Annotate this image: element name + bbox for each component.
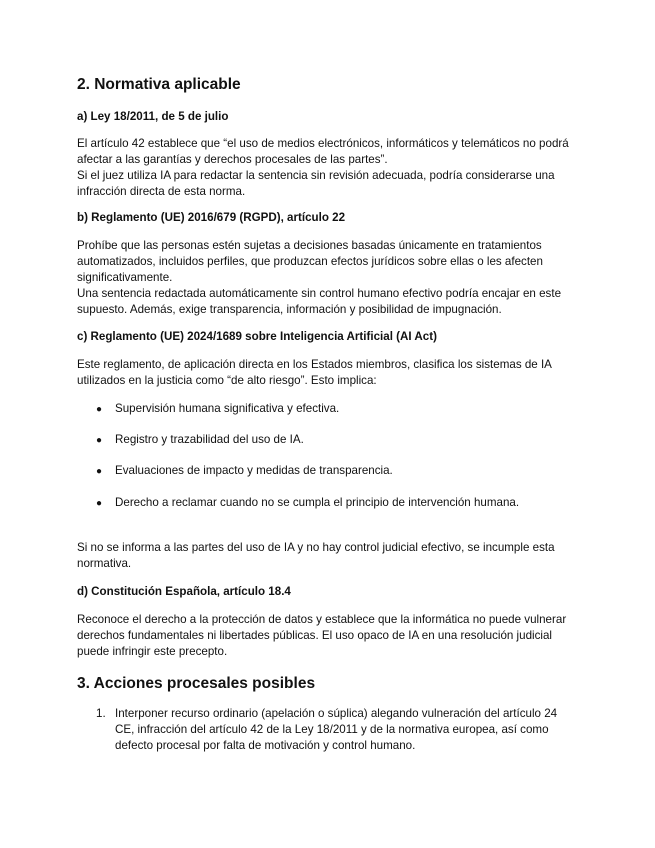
- text-line: Una sentencia redactada automáticamente sin control humano efectivo podría encajar en este: [77, 287, 562, 300]
- text-line: CE, infracción del artículo 42 de la Ley 18/2011 y de la normativa europea, así como: [115, 723, 549, 736]
- list-item-text: Derecho a reclamar cuando no se cumpla el principio de intervención humana.: [115, 496, 520, 509]
- text-line: Si el juez utiliza IA para redactar la sentencia sin revisión adecuada, podría considerarse una: [77, 169, 555, 182]
- text-line: El artículo 42 establece que “el uso de medios electrónicos, informáticos y telemáticos no podrá: [77, 137, 569, 150]
- bullet-icon: ●: [96, 435, 103, 446]
- text-line: supuesto. Además, exige transparencia, información y posibilidad de impugnación.: [77, 303, 502, 316]
- subsection-c-intro: [77, 357, 582, 389]
- subsection-c-heading: c) Reglamento (UE) 2024/1689 sobre Inteligencia Artificial (AI Act): [77, 330, 437, 343]
- subsection-c-closing: [77, 540, 582, 572]
- text-line: derechos fundamentales ni libertades públicas. El uso opaco de IA en una resolución judicial: [77, 629, 553, 642]
- subsection-b-paragraph: [77, 238, 582, 318]
- text-line: Prohíbe que las personas estén sujetas a decisiones basadas únicamente en tratamientos: [77, 239, 542, 252]
- text-line: Este reglamento, de aplicación directa en los Estados miembros, clasifica los sistemas de IA: [77, 358, 552, 371]
- subsection-a-heading: a) Ley 18/2011, de 5 de julio: [77, 110, 229, 123]
- list-item-text: [115, 706, 585, 754]
- section-3-title: 3. Acciones procesales posibles: [77, 675, 316, 692]
- text-line: automatizados, incluidos perfiles, que produzcan efectos jurídicos sobre ellas o les afecten: [77, 255, 543, 268]
- list-item-text: Evaluaciones de impacto y medidas de transparencia.: [115, 464, 393, 477]
- text-line: utilizados en la justicia como “de alto riesgo”. Esto implica:: [77, 374, 377, 387]
- section-2-title: 2. Normativa aplicable: [77, 76, 241, 93]
- list-item: [96, 496, 519, 509]
- text-line: Reconoce el derecho a la protección de datos y establece que la informática no puede vulnerar: [77, 613, 567, 626]
- text-line: puede infringir este precepto.: [77, 645, 228, 658]
- list-number: 1.: [96, 707, 106, 720]
- subsection-d-heading: d) Constitución Española, artículo 18.4: [77, 585, 291, 598]
- list-item: [96, 433, 304, 446]
- text-line: Interponer recurso ordinario (apelación o súplica) alegando vulneración del artículo 24: [115, 707, 558, 720]
- subsection-d-paragraph: [77, 612, 582, 660]
- list-item-text: Supervisión humana significativa y efectiva.: [115, 402, 340, 415]
- list-item: [96, 402, 339, 415]
- text-line: Si no se informa a las partes del uso de IA y no hay control judicial efectivo, se incumple esta: [77, 541, 555, 554]
- bullet-icon: ●: [96, 466, 103, 477]
- text-line: afectar a las garantías y derechos procesales de las partes”.: [77, 153, 388, 166]
- list-item-text: Registro y trazabilidad del uso de IA.: [115, 433, 304, 446]
- subsection-a-paragraph: [77, 136, 582, 200]
- text-line: significativamente.: [77, 271, 173, 284]
- text-line: infracción directa de esta norma.: [77, 185, 246, 198]
- bullet-icon: ●: [96, 498, 103, 509]
- list-item: [96, 464, 393, 477]
- bullet-icon: ●: [96, 404, 103, 415]
- text-line: defecto procesal por falta de motivación y control humano.: [115, 739, 416, 752]
- subsection-b-heading: b) Reglamento (UE) 2016/679 (RGPD), artículo 22: [77, 211, 346, 224]
- text-line: normativa.: [77, 557, 132, 570]
